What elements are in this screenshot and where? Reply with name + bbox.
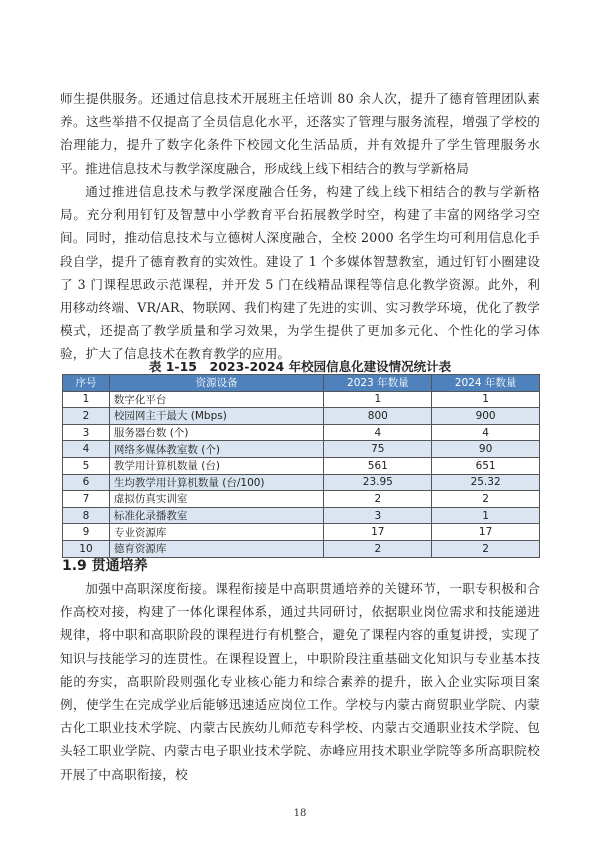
- statistics-table: [62, 374, 540, 558]
- cell-resource: 网络多媒体教室数 (个): [109, 441, 323, 458]
- cell-resource: 教学用计算机数量 (台): [109, 457, 323, 474]
- section-heading: 1.9 贯通培养: [62, 558, 148, 574]
- subheading-teaching-integration: 推进信息技术与教学深度融合，形成线上线下相结合的教与学新格局: [85, 161, 469, 176]
- paragraph-teaching-integration: 通过推进信息技术与教学深度融合任务，构建了线上线下相结合的教与学新格局。充分利用钉钉及智慧中小学教育平台拓展教学时空，构建了丰富的网络学习空间。同时，推动信息技术与立德树人深度融合，全校 2000 名学生均可利用信息化手段自学，提升了德育教育的实效性。建设了 1 个多媒体智慧教室，通过钉钉小圈建设了 3 门课程思政示范课程，并开发 5 门在线精品课程等信息化教学资源。此外，利用移动终端、VR/AR、物联网、我们构建了先进的实训、实习教学环境，优化了教学模式，还提高了教学质量和学习效果，为学生提供了更加多元化、个性化的学习体验，扩大了信息技术在教育教学的应用。: [60, 184, 540, 362]
- cell-resource: 数字化平台: [109, 391, 323, 408]
- cell-index: 4: [63, 441, 110, 458]
- header-index: 序号: [63, 375, 110, 392]
- cell-2024: 2: [432, 491, 540, 508]
- cell-2023: 561: [324, 457, 432, 474]
- table-row: [63, 507, 540, 524]
- cell-2023: 23.95: [324, 474, 432, 491]
- cell-resource: 德育资源库: [109, 540, 323, 557]
- cell-2023: 2: [324, 491, 432, 508]
- table-row: [63, 391, 540, 408]
- cell-2023: 75: [324, 441, 432, 458]
- cell-resource: 专业资源库: [109, 524, 323, 541]
- table-row: [63, 491, 540, 508]
- cell-index: 9: [63, 524, 110, 541]
- cell-index: 3: [63, 424, 110, 441]
- cell-2024: 25.32: [432, 474, 540, 491]
- cell-2024: 17: [432, 524, 540, 541]
- cell-2023: 1: [324, 391, 432, 408]
- table-row: [63, 408, 540, 425]
- cell-index: 2: [63, 408, 110, 425]
- paragraph-pathway: 加强中高职深度衔接。课程衔接是中高职贯通培养的关键环节，一职专积极和合作高校对接，构建了一体化课程体系，通过共同研讨，依据职业岗位需求和技能递进规律，将中职和高职阶段的课程进行有机整合，避免了课程内容的重复讲授，实现了知识与技能学习的连贯性。在课程设置上，中职阶段注重基础文化知识与专业基本技能的夯实，高职阶段则强化专业核心能力和综合素养的提升，嵌入企业实际项目案例，使学生在完成学业后能够迅速适应岗位工作。学校与内蒙古商贸职业学院、内蒙古化工职业技术学院、内蒙古民族幼儿师范专科学校、内蒙古交通职业技术学院、包头轻工职业学院、内蒙古电子职业技术学院、赤峰应用技术职业学院等多所高职院校开展了中高职衔接，校: [60, 581, 540, 782]
- cell-2024: 2: [432, 540, 540, 557]
- table-row: [63, 524, 540, 541]
- cell-2024: 1: [432, 391, 540, 408]
- cell-2023: 2: [324, 540, 432, 557]
- cell-resource: 标准化录播教室: [109, 507, 323, 524]
- header-2023: 2023 年数量: [324, 375, 432, 392]
- cell-2024: 4: [432, 424, 540, 441]
- page-number: 18: [293, 808, 307, 819]
- cell-resource: 服务器台数 (个): [109, 424, 323, 441]
- cell-2023: 4: [324, 424, 432, 441]
- cell-2023: 800: [324, 408, 432, 425]
- cell-2024: 651: [432, 457, 540, 474]
- table-row: [63, 457, 540, 474]
- header-resource: 资源设备: [109, 375, 323, 392]
- cell-index: 10: [63, 540, 110, 557]
- cell-resource: 虚拟仿真实训室: [109, 491, 323, 508]
- cell-resource: 生均教学用计算机数量 (台/100): [109, 474, 323, 491]
- table-header-row: [63, 375, 540, 392]
- cell-index: 7: [63, 491, 110, 508]
- table-row: [63, 424, 540, 441]
- table-row: [63, 441, 540, 458]
- cell-index: 5: [63, 457, 110, 474]
- table-caption: 表 1-15 2023-2024 年校园信息化建设情况统计表: [148, 359, 452, 374]
- cell-2023: 17: [324, 524, 432, 541]
- cell-index: 8: [63, 507, 110, 524]
- cell-2024: 90: [432, 441, 540, 458]
- cell-resource: 校园网主干最大 (Mbps): [109, 408, 323, 425]
- cell-2023: 3: [324, 507, 432, 524]
- header-2024: 2024 年数量: [432, 375, 540, 392]
- paragraph-intro: 师生提供服务。还通过信息技术开展班主任培训 80 余人次，提升了德育管理团队素养。这些举措不仅提高了全员信息化水平，还落实了管理与服务流程，增强了学校的治理能力，提升了数字化条件下校园文化生活品质，并有效提升了学生管理服务水平。: [60, 91, 540, 176]
- cell-index: 1: [63, 391, 110, 408]
- cell-2024: 900: [432, 408, 540, 425]
- table-row: [63, 474, 540, 491]
- cell-index: 6: [63, 474, 110, 491]
- cell-2024: 1: [432, 507, 540, 524]
